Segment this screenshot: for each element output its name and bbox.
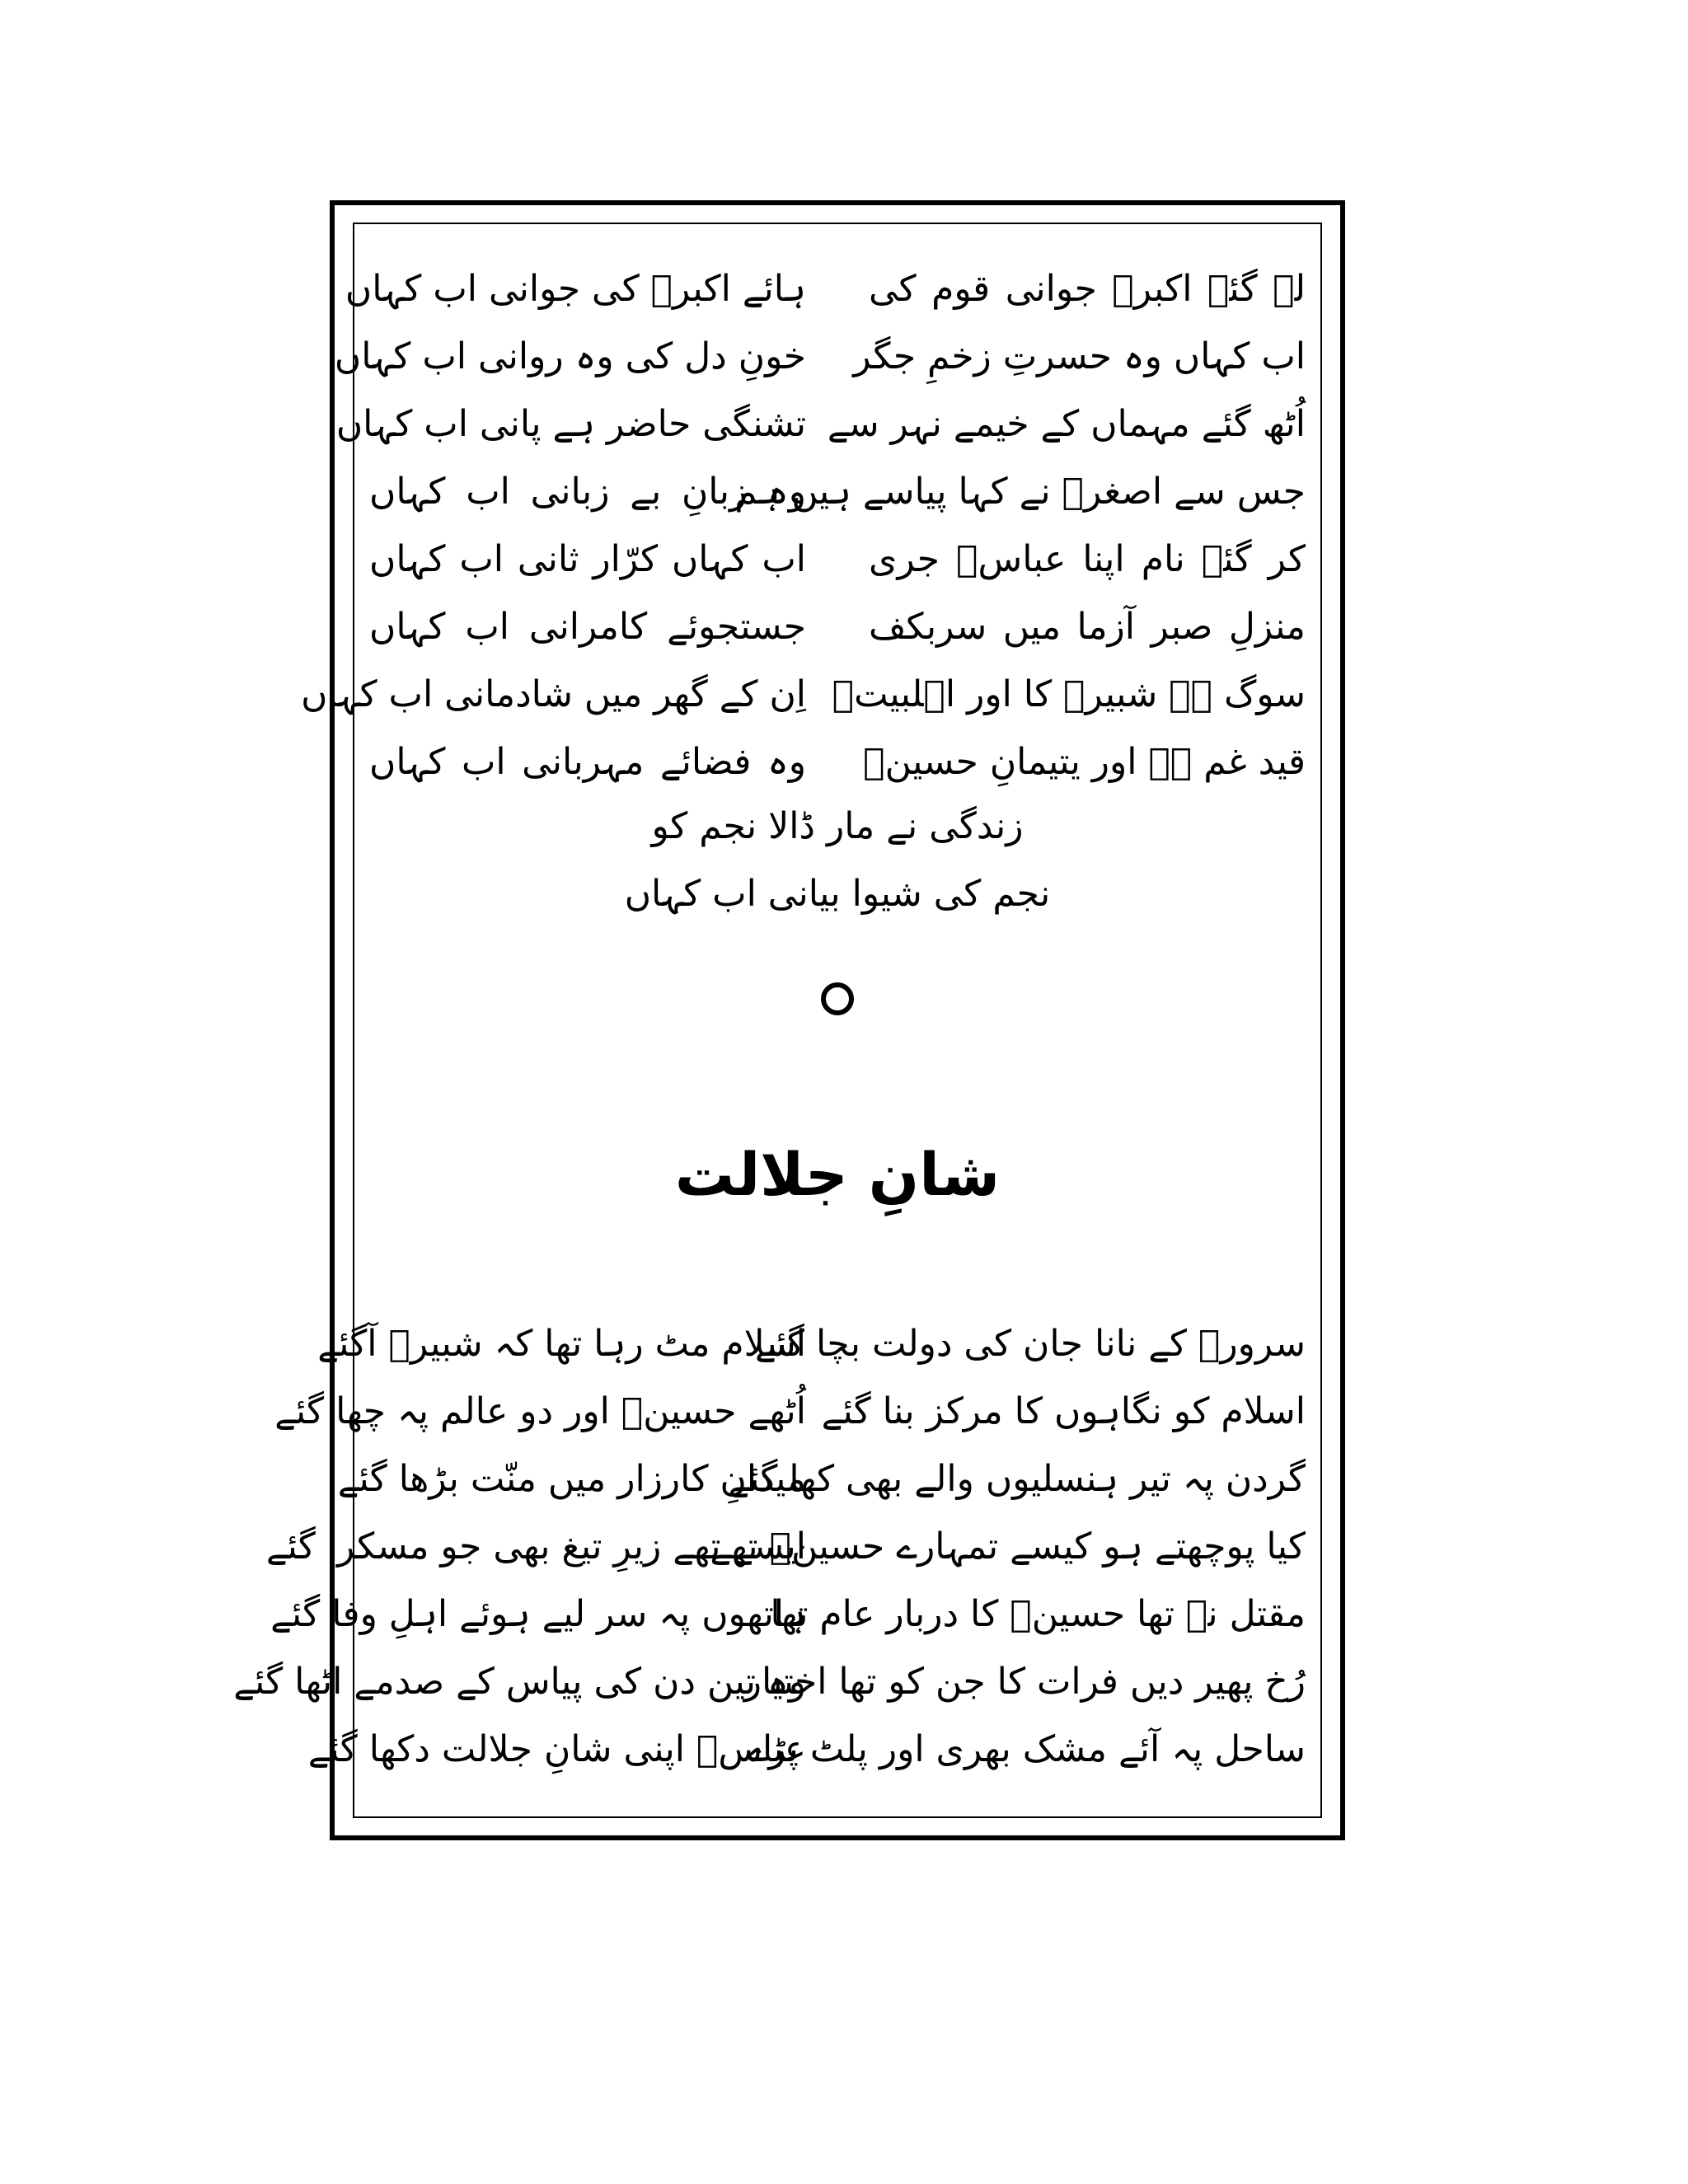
- couplet: [301, 661, 1306, 729]
- couplet: [369, 458, 1306, 526]
- misra-second: خونِ دل کی وہ روانی اب کہاں: [334, 335, 806, 377]
- misra-second: وہ فضائے مہربانی اب کہاں: [369, 741, 806, 783]
- misra-first: لے گئے اکبرؑ جوانی قوم کی: [869, 268, 1306, 310]
- couplet: [345, 255, 1306, 323]
- misra-second: تشنگی حاضر ہے پانی اب کہاں: [335, 403, 806, 445]
- closing-line: زندگی نے مار ڈالا نجم کو: [651, 805, 1024, 847]
- misra-first: کیا پوچھتے ہو کیسے تمہارے حسینؑ تھے: [710, 1526, 1306, 1568]
- couplet: [337, 1446, 1306, 1513]
- misra-second: اسلام مٹ رہا تھا کہ شبیرؑ آگئے: [317, 1323, 806, 1365]
- page-content: [233, 239, 1306, 1802]
- misra-second: وہ تین دن کی پیاس کے صدمے اٹھا گئے: [233, 1661, 806, 1703]
- poem-1-closing-couplet: [369, 793, 1306, 928]
- couplet: [274, 1378, 1306, 1446]
- misra-second: میدانِ کارزار میں منّت بڑھا گئے: [337, 1458, 806, 1500]
- couplet: [369, 526, 1306, 593]
- misra-second: ایسے تھے زیرِ تیغ بھی جو مسکرا گئے: [265, 1526, 806, 1568]
- poem-1-couplets: [301, 255, 1306, 796]
- misra-first: اب کہاں وہ حسرتِ زخمِ جگر: [853, 335, 1306, 377]
- misra-second: ہاتھوں پہ سر لیے ہوئے اہلِ وفا گئے: [270, 1593, 806, 1635]
- couplet: [369, 729, 1306, 796]
- misra-first: رُخ پھیر دیں فرات کا جن کو تھا اختیار: [743, 1661, 1306, 1703]
- couplet: [233, 1648, 1306, 1716]
- misra-second: اُٹھے حسینؑ اور دو عالم پہ چھا گئے: [274, 1390, 806, 1432]
- misra-first: مقتل نہ تھا حسینؑ کا دربار عام تھا: [770, 1593, 1306, 1635]
- misra-first: اسلام کو نگاہوں کا مرکز بنا گئے: [821, 1390, 1306, 1432]
- couplet: [334, 323, 1306, 391]
- misra-first: گردن پہ تیر ہنسلیوں والے بھی کھا گئے: [728, 1458, 1306, 1500]
- misra-second: ہائے اکبرؑ کی جوانی اب کہاں: [345, 268, 806, 310]
- misra-first: منزلِ صبر آزما میں سربکف: [869, 606, 1306, 648]
- couplet: [317, 1310, 1306, 1378]
- couplet: [270, 1581, 1306, 1648]
- section-title: شانِ جلالت: [674, 1140, 1001, 1209]
- misra-first: اُٹھ گئے مہماں کے خیمے نہر سے: [827, 403, 1306, 445]
- misra-second: جستجوئے کامرانی اب کہاں: [369, 606, 806, 648]
- misra-first: سرورؑ کے نانا جان کی دولت بچا گئے: [754, 1323, 1306, 1365]
- misra-first: ساحل پہ آئے مشک بھری اور پلٹ پڑے: [747, 1728, 1306, 1770]
- misra-second: اِن کے گھر میں شادمانی اب کہاں: [301, 673, 806, 715]
- couplet: [307, 1716, 1306, 1783]
- poem-2-couplets: [233, 1310, 1306, 1783]
- misra-second: عباسؑ اپنی شانِ جلالت دکھا گئے: [307, 1728, 806, 1770]
- circle-ornament-icon: [821, 982, 854, 1015]
- misra-first: سوگ ہے شبیرؑ کا اور اہلبیتؑ: [832, 673, 1306, 715]
- misra-first: جس سے اصغرؑ نے کہا پیاسے ہیں ہم: [734, 471, 1306, 513]
- couplet: [369, 593, 1306, 661]
- closing-line: نجم کی شیوا بیانی اب کہاں: [624, 873, 1051, 915]
- misra-second: وہ زبانِ بے زبانی اب کہاں: [369, 471, 806, 513]
- couplet: [265, 1513, 1306, 1581]
- couplet: [335, 391, 1306, 458]
- misra-first: کر گئے نام اپنا عباسؑ جری: [869, 538, 1306, 580]
- misra-second: اب کہاں کرّار ثانی اب کہاں: [369, 538, 806, 580]
- misra-first: قید غم ہے اور یتیمانِ حسینؑ: [863, 741, 1306, 783]
